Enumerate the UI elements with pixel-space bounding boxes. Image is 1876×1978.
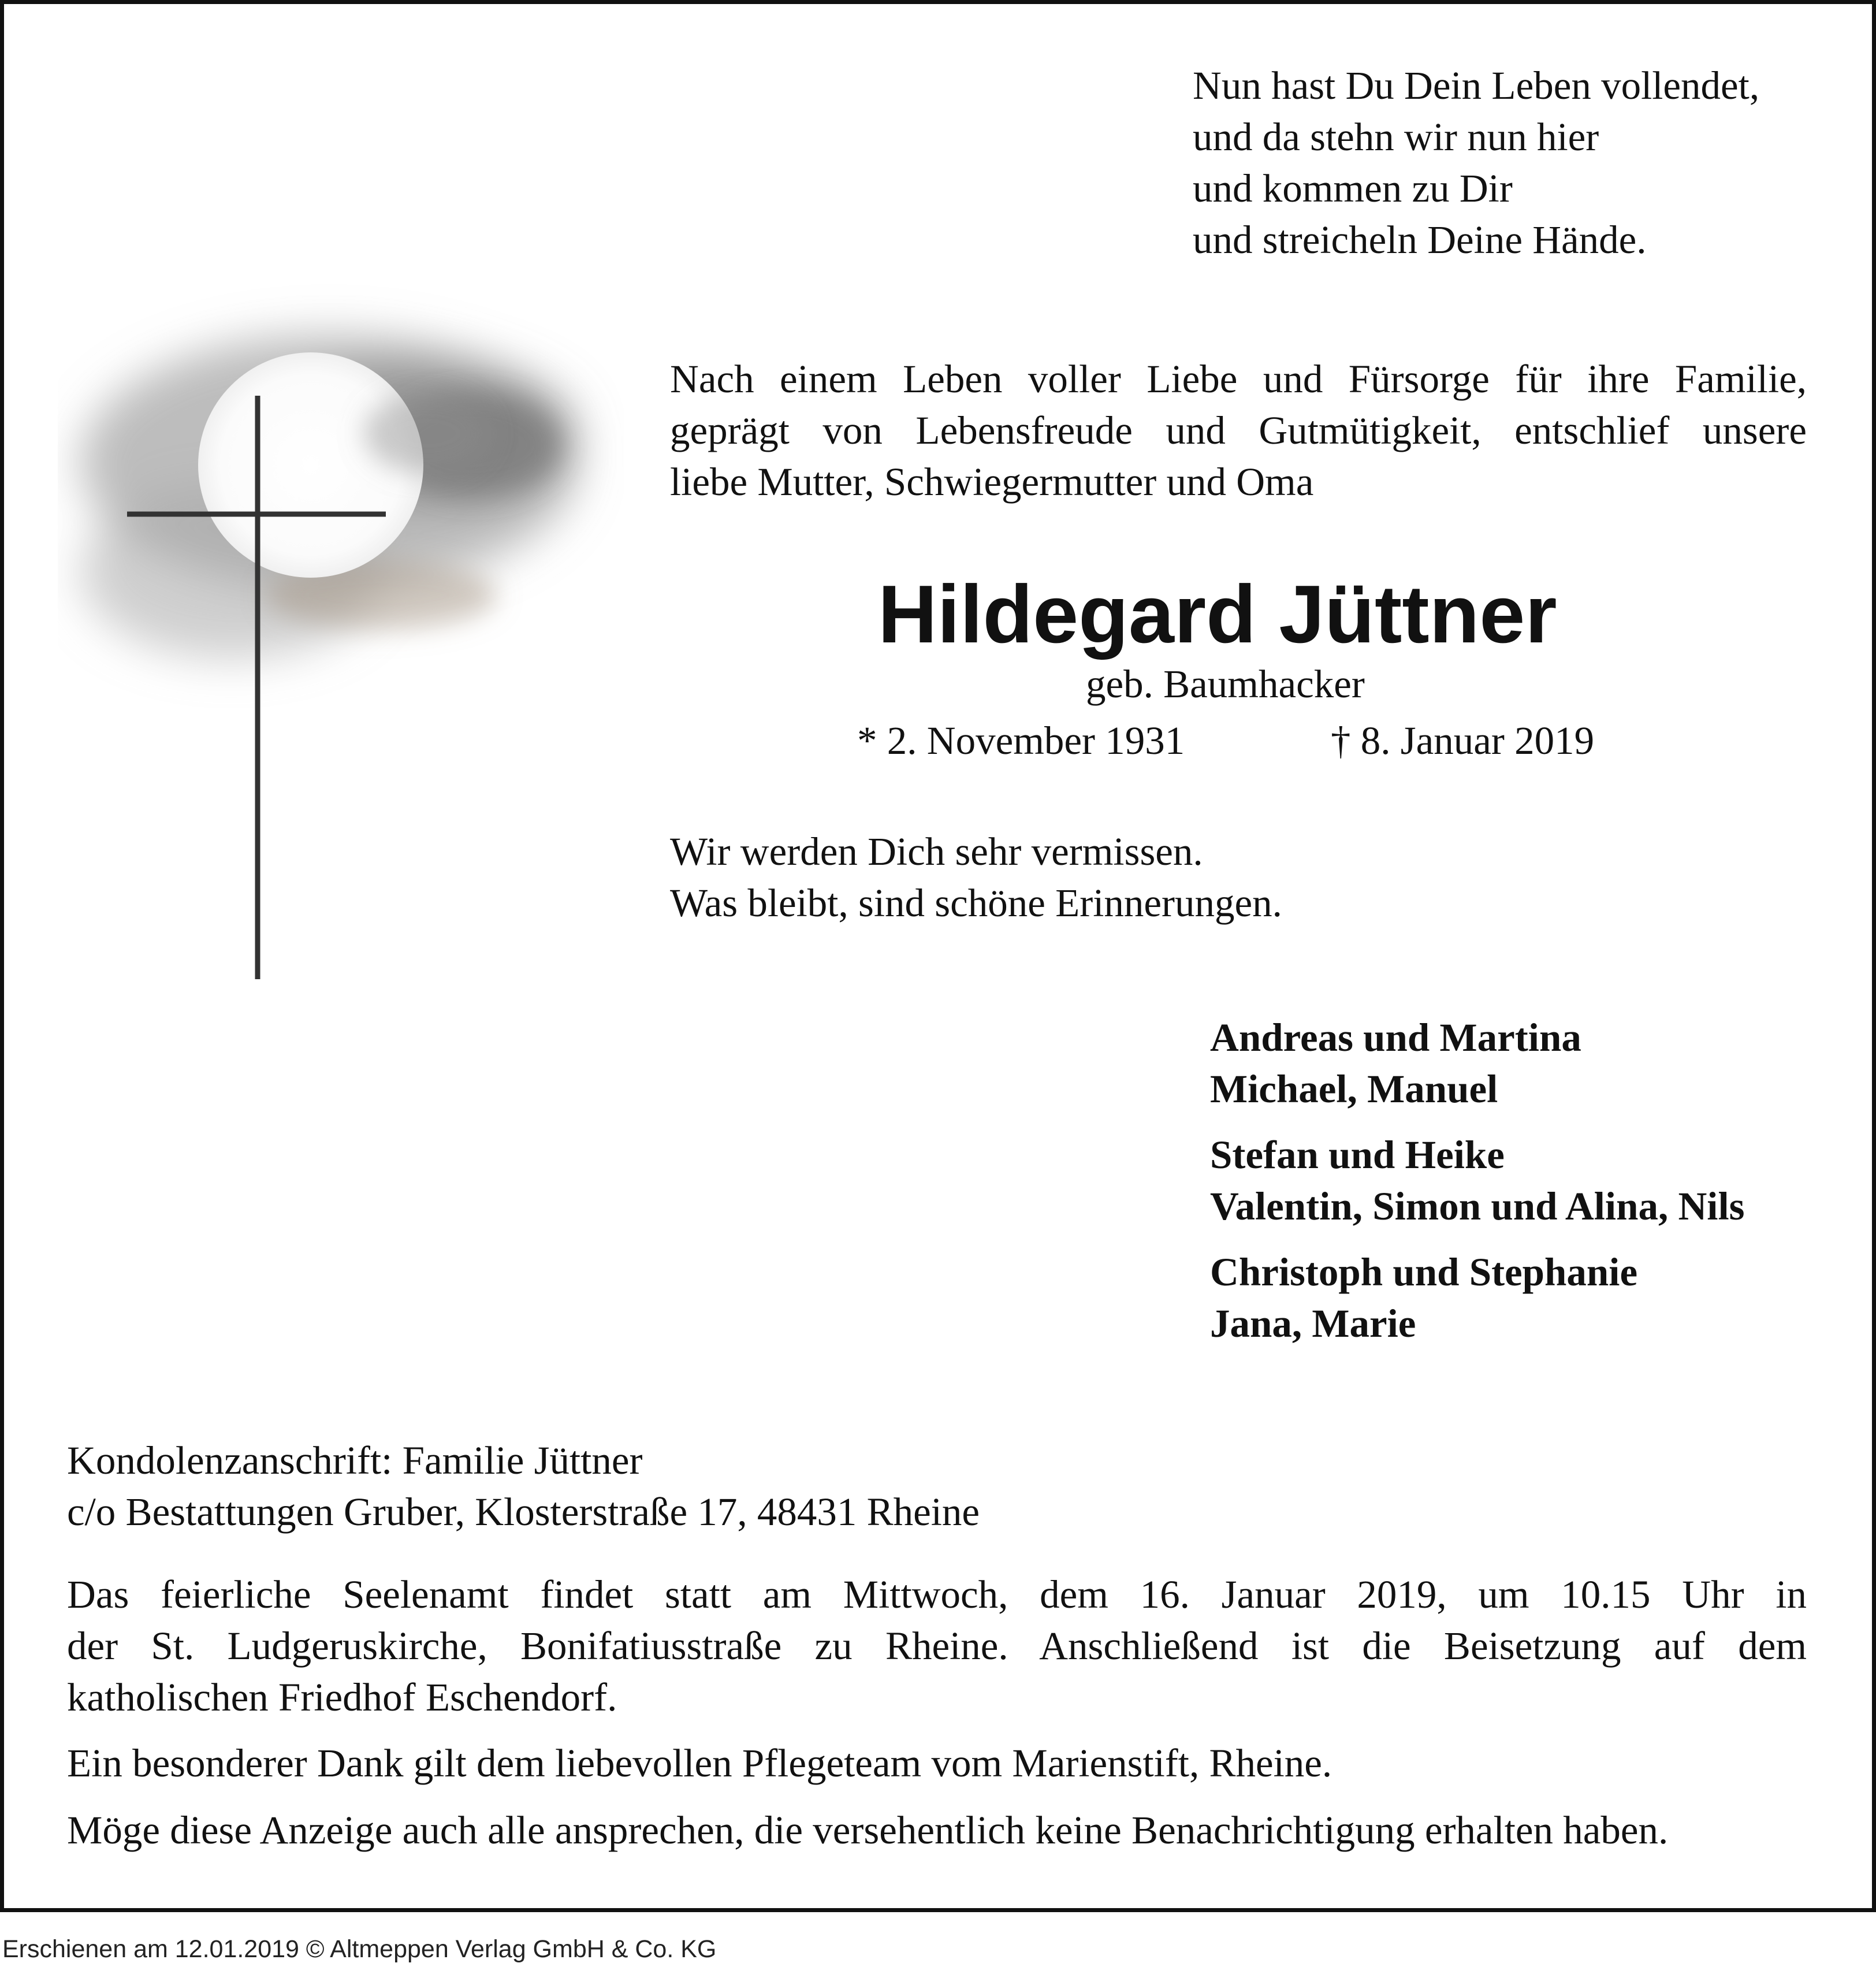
intro-paragraph [670,354,1807,508]
intro-line: geprägt von Lebensfreude und Gutmütigkeit, entschlief unsere [670,408,1807,452]
thanks-note: Ein besonderer Dank gilt dem liebevollen Pflegeteam vom Marienstift, Rheine. [67,1741,1332,1785]
family-line: Stefan und Heike [1210,1133,1505,1177]
family-line: Christoph und Stephanie [1210,1250,1638,1294]
notice-note: Möge diese Anzeige auch alle ansprechen, die versehentlich keine Benachrichtigung erhalten haben. [67,1808,1669,1852]
condolence-line: c/o Bestattungen Gruber, Klosterstraße 17, 48431 Rheine [67,1490,980,1534]
maiden-name: geb. Baumhacker [1086,662,1365,706]
farewell-line: Was bleibt, sind schöne Erinnerungen. [670,881,1282,925]
family-line: Valentin, Simon und Alina, Nils [1210,1184,1745,1228]
family-line: Andreas und Martina [1210,1016,1581,1059]
deceased-name: Hildegard Jüttner [878,568,1557,660]
service-line: der St. Ludgeruskirche, Bonifatiusstraße zu Rheine. Anschließend ist die Beisetzung auf dem [67,1624,1807,1668]
poem [1193,60,1759,266]
death-date: † 8. Januar 2019 [1331,719,1595,763]
publication-footer: Erschienen am 12.01.2019 © Altmeppen Verlag GmbH & Co. KG [2,1935,717,1963]
poem-line: Nun hast Du Dein Leben vollendet, [1193,64,1760,107]
farewell-line: Wir werden Dich sehr vermissen. [670,830,1203,873]
farewell-text [670,826,1282,929]
poem-line: und streicheln Deine Hände. [1193,218,1647,262]
family-line: Jana, Marie [1210,1302,1416,1345]
intro-line: liebe Mutter, Schwiegermutter und Oma [670,460,1314,504]
condolence-line: Kondolenzanschrift: Familie Jüttner [67,1438,643,1482]
family-group [1210,1129,1744,1232]
poem-line: und kommen zu Dir [1193,166,1513,210]
service-line: katholischen Friedhof Eschendorf. [67,1675,617,1719]
service-line: Das feierliche Seelenamt findet statt am Mittwoch, dem 16. Januar 2019, um 10.15 Uhr in [67,1572,1807,1616]
family-group [1210,1247,1637,1349]
birth-date: * 2. November 1931 [857,719,1185,763]
poem-line: und da stehn wir nun hier [1193,115,1599,159]
family-group [1210,1012,1581,1115]
condolence-address [67,1435,980,1538]
cross-with-sun-icon [58,272,624,994]
intro-line: Nach einem Leben voller Liebe und Fürsorge für ihre Familie, [670,357,1807,401]
family-line: Michael, Manuel [1210,1067,1498,1111]
service-paragraph [67,1569,1807,1723]
